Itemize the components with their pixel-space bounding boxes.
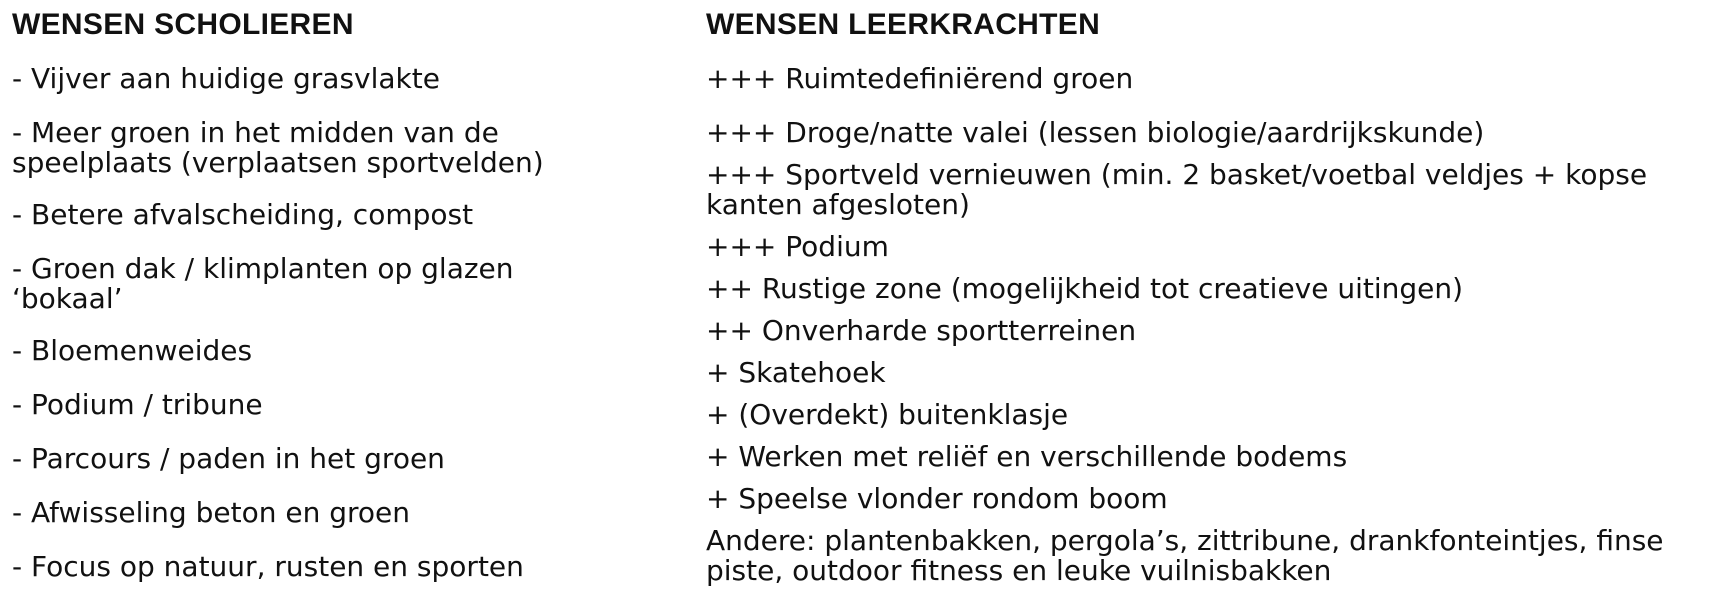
teachers-item: ++ Rustige zone (mogelijkheid tot creatieve uitingen) bbox=[706, 272, 1464, 305]
teachers-item: +++ Droge/natte valei (lessen biologie/aardrijkskunde) bbox=[706, 116, 1485, 149]
teachers-item: +++ Podium bbox=[706, 230, 889, 263]
teachers-item: + Werken met reliëf en verschillende bodems bbox=[706, 440, 1348, 473]
teachers-item: + Speelse vlonder rondom boom bbox=[706, 482, 1168, 515]
students-item: - Focus op natuur, rusten en sporten bbox=[12, 550, 524, 583]
students-item: - Betere afvalscheiding, compost bbox=[12, 198, 474, 231]
teachers-item: +++ Ruimtedefiniërend groen bbox=[706, 62, 1134, 95]
students-heading: WENSEN SCHOLIEREN bbox=[12, 8, 354, 41]
students-item: - Groen dak / klimplanten op glazen ‘bokaal’ bbox=[12, 252, 514, 315]
teachers-item: +++ Sportveld vernieuwen (min. 2 basket/voetbal veldjes + kopse kanten afgesloten) bbox=[706, 158, 1648, 221]
students-item: - Parcours / paden in het groen bbox=[12, 442, 445, 475]
teachers-item: + (Overdekt) buitenklasje bbox=[706, 398, 1069, 431]
students-item: - Bloemenweides bbox=[12, 334, 253, 367]
teachers-item: + Skatehoek bbox=[706, 356, 886, 389]
teachers-item: ++ Onverharde sportterreinen bbox=[706, 314, 1137, 347]
students-item: - Meer groen in het midden van de speelplaats (verplaatsen sportvelden) bbox=[12, 116, 544, 179]
students-item: - Vijver aan huidige grasvlakte bbox=[12, 62, 440, 95]
teachers-item: Andere: plantenbakken, pergola’s, zittribune, drankfonteintjes, finse piste, outdoor fitness en leuke vuilnisbakken bbox=[706, 524, 1664, 587]
teachers-heading: WENSEN LEERKRACHTEN bbox=[706, 8, 1101, 41]
students-item: - Afwisseling beton en groen bbox=[12, 496, 410, 529]
students-item: - Podium / tribune bbox=[12, 388, 263, 421]
